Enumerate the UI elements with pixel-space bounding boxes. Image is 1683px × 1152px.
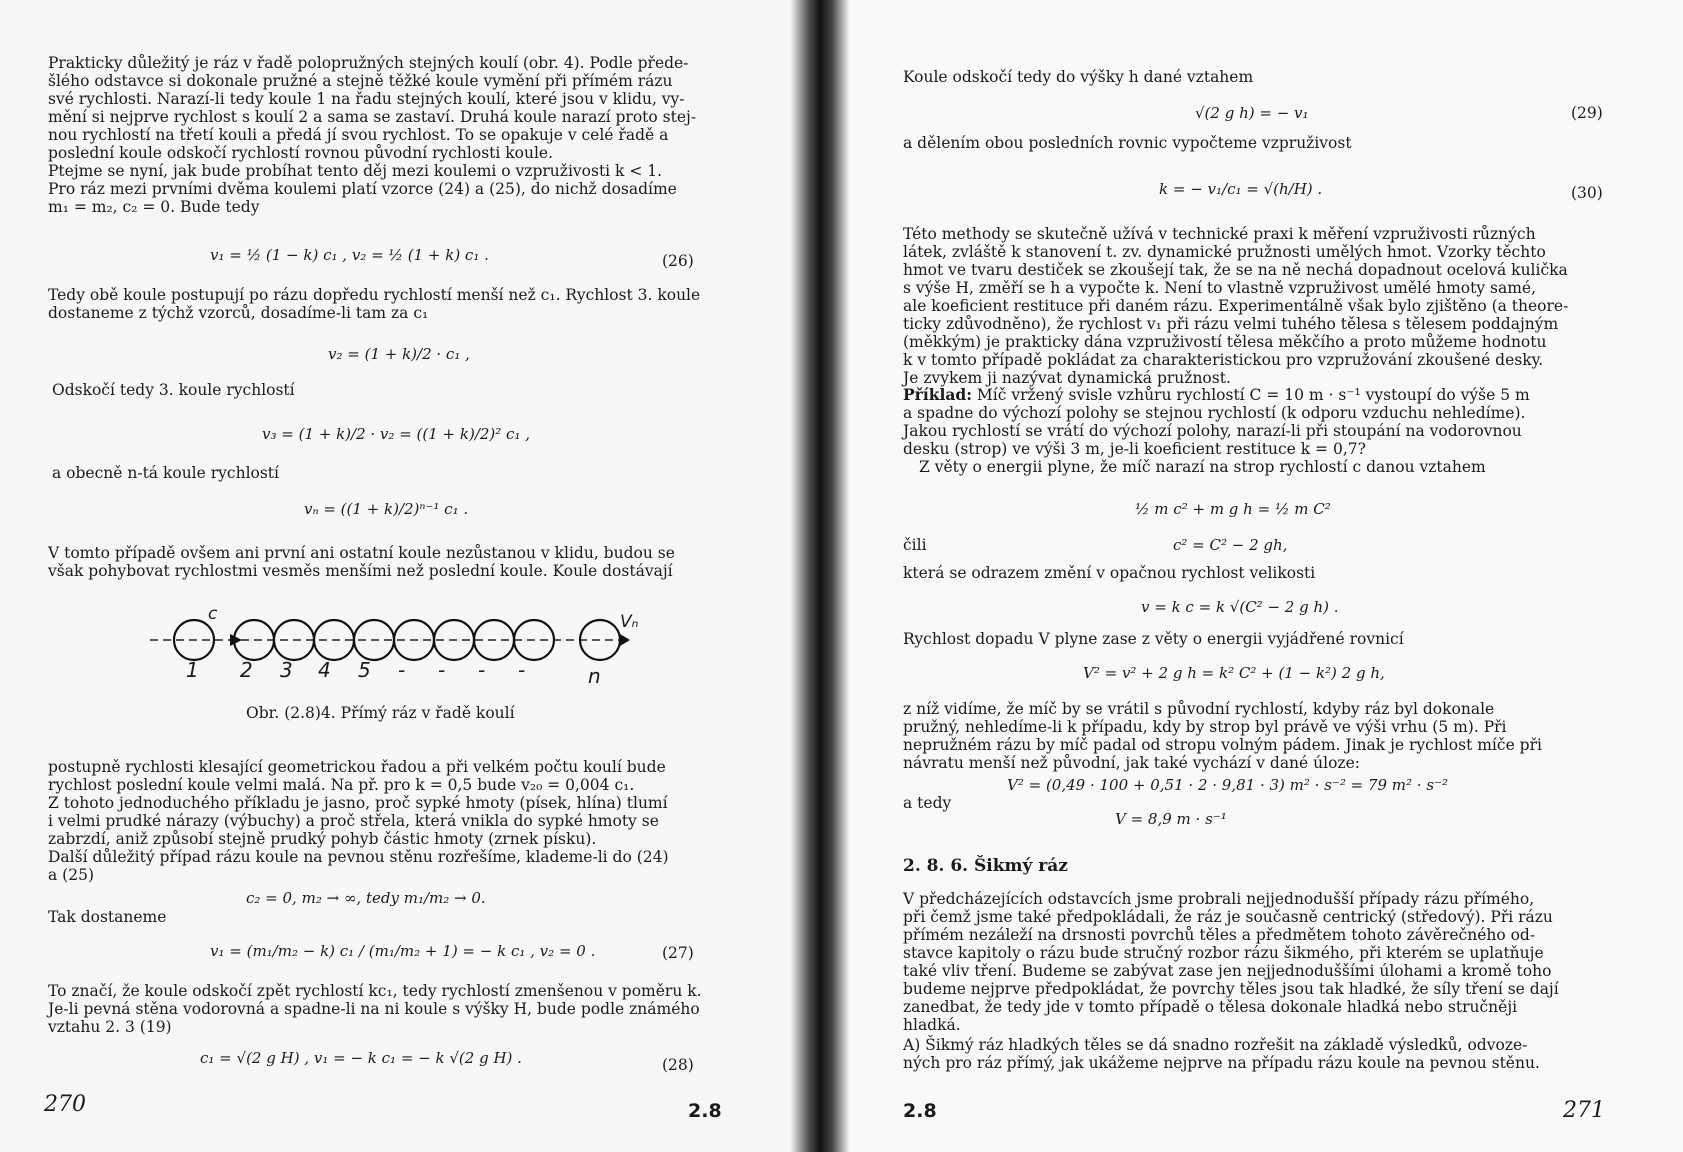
text-line: Další důležitý případ rázu koule na pevnou stěnu rozřešíme, klademe-li do (24) <box>48 848 669 866</box>
text-line: dostaneme z týchž vzorců, dosadíme-li tam za c₁ <box>48 304 429 322</box>
left-page <box>0 0 815 1152</box>
text-line: Této methody se skutečně užívá v technické praxi k měření vzpruživosti různých <box>903 225 1536 243</box>
left-paragraph-2 <box>48 162 700 216</box>
text-line: návratu menší než původní, jak také vychází v dané úloze: <box>903 754 1360 772</box>
equation-v2: v₂ = (1 + k)/2 · c₁ , <box>328 345 470 363</box>
right-paragraph-1 <box>903 225 1589 387</box>
example-label: Příklad: <box>903 385 972 404</box>
text-cili: čili <box>903 536 927 554</box>
text-line: pružný, nehledíme-li k případu, kdy by strop byl právě ve výši vrhu (5 m). Při <box>903 718 1507 736</box>
text-line: své rychlosti. Narazí-li tedy koule 1 na řadu stejných koulí, které jsou v klidu, vy- <box>48 90 685 108</box>
equation-26: v₁ = ½ (1 − k) c₁ , v₂ = ½ (1 + k) c₁ . <box>210 246 489 264</box>
equation-28: c₁ = √(2 g H) , v₁ = − k c₁ = − k √(2 g H) . <box>200 1049 522 1067</box>
text-line: V tomto případě ovšem ani první ani ostatní koule nezůstanou v klidu, budou se <box>48 544 675 562</box>
equation-30-number: (30) <box>1571 184 1603 202</box>
text-line: nou rychlostí na třetí kouli a předá jí svou rychlost. To se opakuje v celé řadě a <box>48 126 669 144</box>
text-dividing: a dělením obou posledních rovnic vypočteme vzpruživost <box>903 134 1352 152</box>
right-example: Příklad: Míč vržený svisle vzhůru rychlostí C = 10 m · s⁻¹ vystoupí do výše 5 m a spadne do výchozí polohy se stejnou rychlostí (k odporu vzduchu nehledíme). Jakou rychlostí se vrátí do výchozí polohy, narazí-li při stoupání na vodorovnou desku (strop) ve výši 3 m, je-li koeficient restituce k = 0,7? <box>903 385 1530 458</box>
equation-V-numeric: V² = (0,49 · 100 + 0,51 · 2 · 9,81 · 3) m² · s⁻² = 79 m² · s⁻² <box>1007 776 1448 794</box>
left-paragraph-8 <box>48 982 700 1036</box>
text-line: ticky zdůvodněno), že rychlost v₁ při rázu velmi tuhého tělesa s tělesem poddajným <box>903 315 1559 333</box>
text-line: Pro ráz mezi prvními dvěma koulemi platí vzorce (24) a (25), do nichž dosadíme <box>48 180 677 198</box>
fig-label-5: 5 <box>358 658 371 682</box>
right-paragraph-5 <box>903 890 1589 1034</box>
right-page <box>815 0 1683 1152</box>
fig-label-dash-3: - <box>478 658 486 682</box>
text-third-ball: Odskočí tedy 3. koule rychlostí <box>52 381 295 399</box>
text-line: stavce kapitoly o rázu bude stručný rozbor rázu šikmého, při kterém se uplatňuje <box>903 944 1544 962</box>
text-line: však pohybovat rychlostmi vesměs menšími než poslední koule. Koule dostávají <box>48 562 673 580</box>
fig-label-dash-1: - <box>398 658 406 682</box>
equation-29-number: (29) <box>1571 104 1603 122</box>
left-paragraph-4 <box>48 544 700 580</box>
equation-c-squared: c² = C² − 2 gh, <box>1173 536 1288 554</box>
text-line: Je-li pevná stěna vodorovná a spadne-li na ni koule s výšky H, bude podle známého <box>48 1000 700 1018</box>
left-paragraph-6 <box>48 794 700 848</box>
equation-29: √(2 g h) = − v₁ <box>1195 104 1309 122</box>
text-line: přímém nezáleží na drsnosti povrchů těles a předmětem tohoto závěrečného od- <box>903 926 1536 944</box>
text-line: ale koeficient restituce při daném rázu. Experimentálně však bylo zjištěno (a theore- <box>903 297 1569 315</box>
figure-balls-row <box>150 608 630 668</box>
text-line: mění si nejprve rychlost s koulí 2 a sama se zastaví. Druhá koule narazí proto stej- <box>48 108 697 126</box>
left-paragraph-5 <box>48 758 700 794</box>
text-line: Tedy obě koule postupují po rázu dopředu rychlostí menší než c₁. Rychlost 3. koule <box>48 286 701 304</box>
arrow-vn <box>620 634 630 646</box>
text-line: při čemž jsme také předpokládali, že ráz je současně centrický (středový). Při rázu <box>903 908 1553 926</box>
text-line: m₁ = m₂, c₂ = 0. Bude tedy <box>48 198 260 216</box>
left-paragraph-3 <box>48 286 700 322</box>
text-line: Ptejme se nyní, jak bude probíhat tento děj mezi koulemi o vzpruživosti k < 1. <box>48 162 663 180</box>
text-line: Prakticky důležitý je ráz v řadě polopružných stejných koulí (obr. 4). Podle přede- <box>48 54 689 72</box>
fig-label-1: 1 <box>186 658 199 682</box>
equation-27: v₁ = (m₁/m₂ − k) c₁ / (m₁/m₂ + 1) = − k c₁ , v₂ = 0 . <box>210 942 596 960</box>
text-line: Z tohoto jednoduchého příkladu je jasno, proč sypké hmoty (písek, hlína) tlumí <box>48 794 668 812</box>
text-line: (měkkým) je prakticky dána vzpruživostí tělesa měkčího a proto můžeme hodnotu <box>903 333 1547 351</box>
text-line: s výše H, změří se h a vypočte k. Není to vlastně vzpruživost umělé hmoty samé, <box>903 279 1537 297</box>
fig-label-c: c <box>208 604 218 624</box>
text-line: postupně rychlosti klesající geometrickou řadou a při velkém počtu koulí bude <box>48 758 666 776</box>
text-a-tedy: a tedy <box>903 794 952 812</box>
right-paragraph-4 <box>903 700 1589 772</box>
text-line: zanedbat, že tedy jde v tomto případě o tělesa dokonale hladká nebo stručněji <box>903 998 1518 1016</box>
fig-label-2: 2 <box>240 658 253 682</box>
section-marker-right: 2.8 <box>903 1100 937 1122</box>
text-line: A) Šikmý ráz hladkých těles se dá snadno rozřešit na základě výsledků, odvoze- <box>903 1036 1528 1054</box>
equation-v3: v₃ = (1 + k)/2 · v₂ = ((1 + k)/2)² c₁ , <box>262 425 531 443</box>
equation-energy: ½ m c² + m g h = ½ m C² <box>1135 500 1331 518</box>
fig-label-dash-2: - <box>438 658 446 682</box>
right-paragraph-6 <box>903 1036 1589 1072</box>
equation-v-reflected: v = k c = k √(C² − 2 g h) . <box>1141 598 1339 616</box>
fig-label-4: 4 <box>318 658 331 682</box>
text-line: z níž vidíme, že míč by se vrátil s původní rychlostí, kdyby ráz byl dokonale <box>903 700 1495 718</box>
text-bounce-height: Koule odskočí tedy do výšky h dané vztahem <box>903 68 1254 86</box>
text-line: šlého odstavce si dokonale pružné a stejně těžké koule vymění při přímém rázu <box>48 72 673 90</box>
text-landing-speed: Rychlost dopadu V plyne zase z věty o energii vyjádřené rovnicí <box>903 630 1404 648</box>
equation-V-result: V = 8,9 m · s⁻¹ <box>1115 810 1227 828</box>
equation-28-number: (28) <box>662 1056 694 1074</box>
text-line: látek, zvláště k stanovení t. zv. dynamické pružnosti umělých hmot. Vzorky těchto <box>903 243 1546 261</box>
text-line: také vliv tření. Budeme se zabývat zase jen nejjednoduššími úlohami a kromě toho <box>903 962 1552 980</box>
text-line: zabrzdí, aniž způsobí stejně prudký pohyb částic hmoty (zrnek písku). <box>48 830 597 848</box>
text-line: poslední koule odskočí rychlostí rovnou původní rychlosti koule. <box>48 144 554 162</box>
text-line: To značí, že koule odskočí zpět rychlostí kc₁, tedy rychlostí zmenšenou v poměru k. <box>48 982 702 1000</box>
text-line: V předcházejících odstavcích jsme probrali nejjednodušší případy rázu přímého, <box>903 890 1535 908</box>
text-line: Je zvykem ji nazývat dynamická pružnost. <box>903 369 1231 387</box>
fig-label-3: 3 <box>280 658 293 682</box>
equation-30: k = − v₁/c₁ = √(h/H) . <box>1159 180 1323 198</box>
left-paragraph-7 <box>48 848 700 884</box>
text-line: i velmi prudké nárazy (výbuchy) a proč střela, která vnikla do sypké hmoty se <box>48 812 659 830</box>
text-line: budeme nejprve předpokládat, že povrchy těles jsou tak hladké, že síly tření se dají <box>903 980 1559 998</box>
equation-26-number: (26) <box>662 252 694 270</box>
figure-caption: Obr. (2.8)4. Přímý ráz v řadě koulí <box>246 704 515 722</box>
text-line: vztahu 2. 3 (19) <box>48 1018 172 1036</box>
text-so-we-get: Tak dostaneme <box>48 908 167 926</box>
page-number-left: 270 <box>44 1092 86 1117</box>
text-energy-theorem: Z věty o energii plyne, že míč narazí na strop rychlostí c danou vztahem <box>919 458 1486 476</box>
text-line: rychlost poslední koule velmi malá. Na př. pro k = 0,5 bude v₂₀ = 0,004 c₁. <box>48 776 635 794</box>
fig-label-dash-4: - <box>518 658 526 682</box>
text-line: hladká. <box>903 1016 961 1034</box>
equation-V-squared: V² = v² + 2 g h = k² C² + (1 − k²) 2 g h, <box>1083 664 1385 682</box>
text-line: ných pro ráz přímý, jak ukážeme nejprve na případu rázu koule na pevnou stěnu. <box>903 1054 1540 1072</box>
text-nth-ball: a obecně n-tá koule rychlostí <box>52 464 279 482</box>
text-line: a (25) <box>48 866 94 884</box>
text-reflection: která se odrazem změní v opačnou rychlost velikosti <box>903 564 1316 582</box>
equation-vn: vₙ = ((1 + k)/2)ⁿ⁻¹ c₁ . <box>304 500 469 518</box>
text-line: hmot ve tvaru destiček se zkoušejí tak, že se na ně nechá dopadnout ocelová kulička <box>903 261 1568 279</box>
fig-label-vn: Vₙ <box>620 612 639 632</box>
fig-label-n: n <box>588 664 601 688</box>
equation-wall-conditions: c₂ = 0, m₂ → ∞, tedy m₁/m₂ → 0. <box>246 889 486 907</box>
section-heading-oblique-impact: 2. 8. 6. Šikmý ráz <box>903 856 1068 876</box>
text-line: nepružném rázu by míč padal od stropu volným pádem. Jinak je rychlost míče při <box>903 736 1542 754</box>
arrow-c <box>230 634 242 646</box>
equation-27-number: (27) <box>662 944 694 962</box>
left-paragraph-1 <box>48 54 700 162</box>
text-line: k v tomto případě pokládat za charakteristickou pro vzpružování zkoušené desky. <box>903 351 1544 369</box>
book-gutter-shadow <box>790 0 850 1152</box>
section-marker-left: 2.8 <box>688 1100 722 1122</box>
page-number-right: 271 <box>1563 1098 1605 1123</box>
